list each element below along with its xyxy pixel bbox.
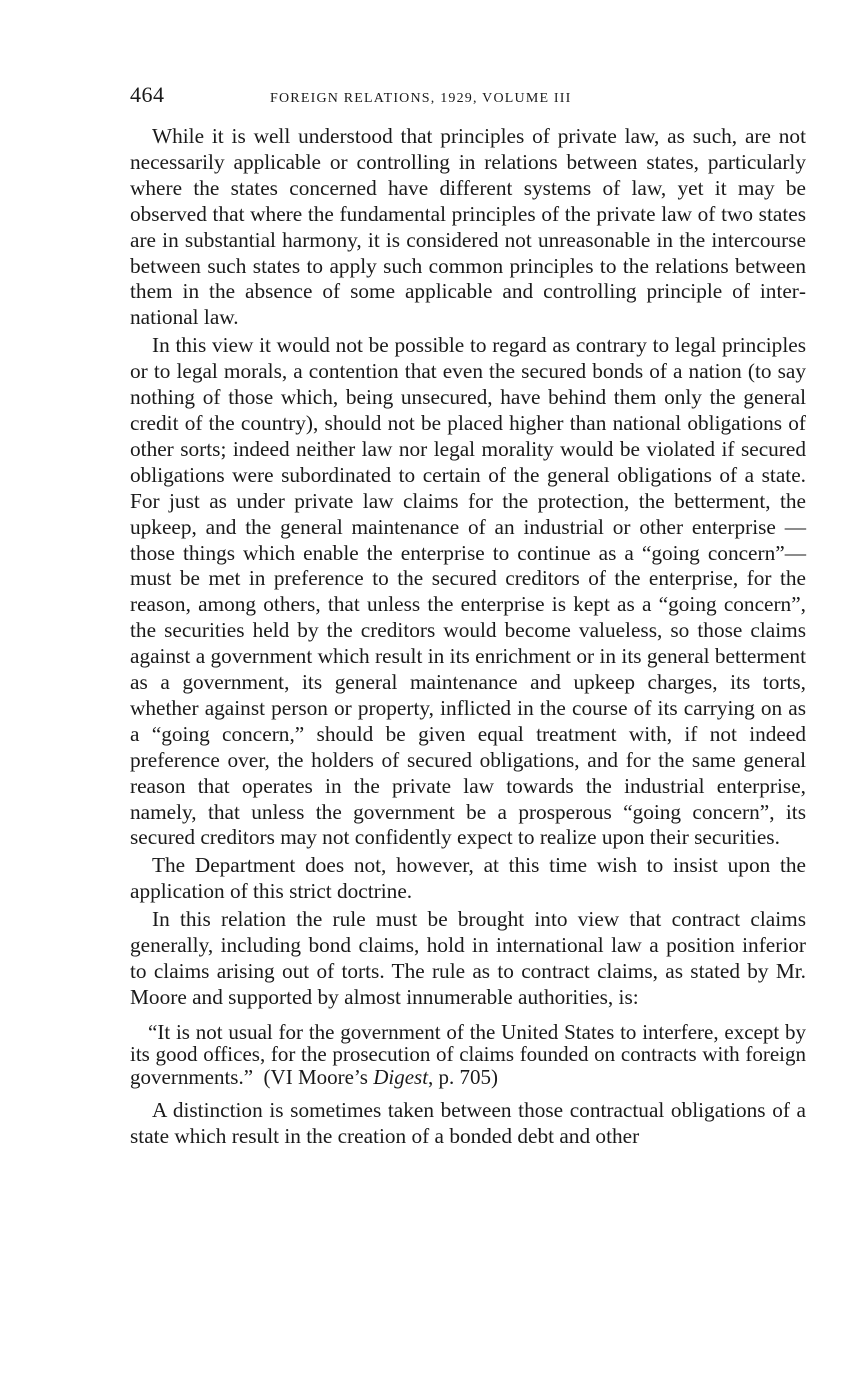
block-quote [130, 1021, 806, 1089]
paragraph-department-position: The Department does not, however, at this time wish to insist upon the application of this strict doctrine. [130, 853, 806, 904]
citation-prefix: (VI Moore’s [263, 1064, 374, 1089]
paragraph-contract-claims: In this relation the rule must be brought into view that contract claims generally, including bond claims, hold in international law a position inferior to claims arising out of torts. The rule as to contract claims, as stated by Mr. Moore and supported by almost innumerable authorities, is: [130, 907, 806, 1009]
paragraph-distinction: A distinction is sometimes taken between those contractual obligations of a state which result in the creation of a bonded debt and other [130, 1098, 806, 1149]
quote-citation [264, 1065, 498, 1089]
running-head: FOREIGN RELATIONS, 1929, VOLUME III [270, 91, 572, 106]
quote-text: “It is not usual for the government of the United States to interfere, except by its good offices, for the prosecution of claims founded on contracts with foreign governments.” [130, 1019, 806, 1089]
page-header [130, 82, 806, 112]
citation-suffix: , p. 705) [428, 1064, 499, 1089]
citation-title: Digest [373, 1064, 429, 1089]
paragraph-private-law: While it is well understood that principles of private law, as such, are not necessarily applicable or controlling in relations between states, particularly where the states concerned have different systems of law, yet it may be observed that where the fundamental principles of the private law of two states are in substantial harmony, it is considered not unreasonable in the intercourse between such states to apply such common principles to the relations between them in the absence of some applicable and controlling principle of international law. [130, 124, 806, 330]
document-page [130, 82, 806, 1150]
page-number: 464 [130, 82, 165, 107]
paragraph-secured-bonds: In this view it would not be possible to regard as contrary to legal principles or to legal morals, a contention that even the secured bonds of a nation (to say nothing of those which, being unsecured, have behind them only the general credit of the country), should not be placed higher than national obligations of other sorts; indeed neither law nor legal morality would be violated if secured obligations were subordinated to certain of the general obligations of a state. For just as under private law claims for the protection, the betterment, the upkeep, and the general maintenance of an industrial or other enterprise — those things which enable the enterprise to continue as a “going concern”—must be met in preference to the secured creditors of the enterprise, for the reason, among others, that unless the enterprise is kept as a “going concern”, the securities held by the creditors would become valueless, so those claims against a government which result in its enrichment or in its general betterment as a government, its general maintenance and upkeep charges, its torts, whether against person or property, inflicted in the course of its carrying on as a “going concern,” should be given equal treatment with, if not indeed preference over, the holders of secured obligations, and for the same general reason that operates in the private law towards the industrial enterprise, namely, that unless the government be a prosperous “going concern”, its secured creditors may not confidently expect to realize upon their securities. [130, 333, 806, 850]
